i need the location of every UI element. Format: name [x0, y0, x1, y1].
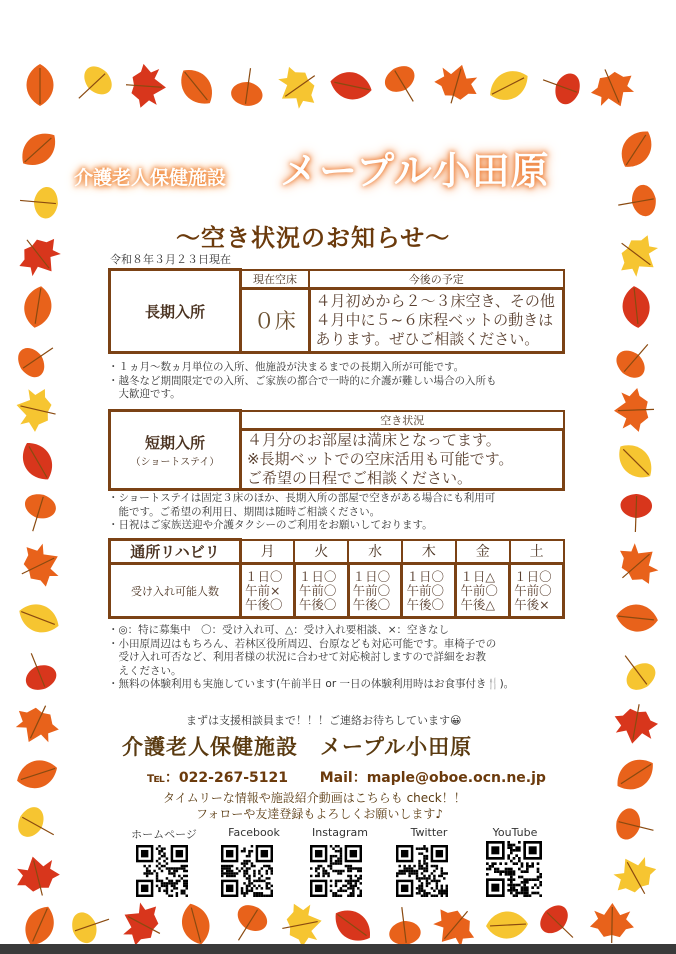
leaf-icon	[328, 902, 378, 949]
slot-cell-tue	[294, 564, 348, 618]
leaf-icon	[230, 66, 266, 108]
day-header: 月	[241, 540, 295, 564]
leaf-icon	[12, 384, 63, 436]
homepage-qr-icon[interactable]	[136, 845, 188, 897]
slot-afternoon: 午後〇	[406, 596, 444, 612]
long-term-plan	[309, 288, 564, 353]
leaf-icon	[68, 61, 117, 110]
note-line: ・小田原周辺はもちろん、若林区役所周辺、台原なども対応可能です。車椅子での	[108, 637, 497, 650]
telephone[interactable]: ℡：022-267-5121	[147, 770, 288, 786]
rehab-notes	[108, 624, 578, 692]
leaf-icon	[173, 62, 220, 112]
long-term-label: 長期入所	[110, 270, 241, 353]
leaf-icon	[606, 535, 667, 596]
facebook-label: Facebook	[228, 826, 280, 839]
leaf-icon	[17, 647, 60, 694]
slot-afternoon: 午後〇	[245, 596, 283, 612]
leaf-icon	[620, 285, 651, 330]
slot-morning: 午前〇	[460, 582, 498, 598]
leaf-icon	[11, 851, 64, 902]
instagram-qr-icon[interactable]	[310, 845, 362, 897]
leaf-icon	[611, 437, 660, 486]
facebook-qr-icon[interactable]	[221, 845, 273, 897]
leaf-icon	[611, 698, 662, 747]
short-term-label-cell	[110, 411, 241, 490]
facility-name-title: メープル小田原	[280, 149, 550, 193]
slot-full-day: １日△	[460, 568, 495, 584]
leaf-icon	[10, 537, 67, 595]
footer-facility-name: 介護老人保健施設 メープル小田原	[122, 735, 473, 759]
slot-afternoon: 午後△	[460, 596, 495, 612]
leaf-icon	[613, 387, 657, 432]
short-term-notes	[108, 492, 578, 533]
slot-cell-fri	[456, 564, 510, 618]
leaf-icon	[606, 848, 665, 906]
leaf-icon	[484, 64, 534, 107]
vacancy-count: ０床	[241, 288, 310, 353]
facility-type-title: 介護老人保健施設	[74, 167, 227, 189]
leaf-icon	[610, 752, 660, 798]
note-line: ・無料の体験利用も実施しています(午前半日 or 一日の体験利用時はお食事付き🍴)。	[108, 678, 515, 690]
note-line: 受け入れ可否など、利用者様の状況に合わせて対応検討しますので詳細をお教	[108, 651, 486, 663]
leaf-icon	[13, 335, 62, 382]
plan-line: ４月中に５~６床程ベットの動きは	[315, 310, 554, 329]
status-line: ※長期ベットでの空床活用も可能です。	[247, 449, 514, 468]
plan-line: ４月初めから２～３床空き、その他	[315, 291, 555, 310]
slot-full-day: １日〇	[514, 568, 552, 584]
plan-line: あります。ぜひご相談ください。	[315, 329, 540, 348]
short-term-status	[241, 429, 564, 489]
sns-info-1: タイムリーな情報や施設紹介動画はこちらも check！！	[163, 791, 466, 805]
slot-cell-wed	[348, 564, 402, 618]
day-rehab-table	[108, 538, 565, 619]
slot-morning: 午前〇	[352, 582, 391, 598]
leaf-icon	[225, 900, 272, 949]
slot-morning: 午前〇	[406, 582, 444, 598]
leaf-icon	[13, 803, 62, 849]
leaf-icon	[613, 646, 661, 695]
sns-info-2: フォローや友達登録もよろしくお願いします♪	[196, 807, 444, 821]
note-line: ・◎：特に募集中 〇：受け入れ可、△：受け入れ要相談、×：空きなし	[108, 624, 450, 636]
slot-afternoon: 午後×	[514, 596, 550, 612]
slot-full-day: １日〇	[245, 568, 283, 584]
leaf-icon	[123, 63, 168, 110]
slot-full-day: １日〇	[298, 568, 337, 584]
slot-cell-sat	[510, 564, 564, 618]
homepage-label: ホームページ	[131, 828, 197, 841]
slot-cell-thu	[402, 564, 456, 618]
twitter-label: Twitter	[410, 826, 448, 839]
leaf-icon	[269, 57, 329, 117]
leaf-icon	[615, 602, 660, 633]
leaf-icon	[68, 904, 114, 946]
email[interactable]: Mail：maple@oboe.ocn.ne.jp	[319, 770, 546, 786]
short-term-sublabel: （ショートステイ）	[130, 456, 220, 468]
bottom-bar	[0, 944, 676, 954]
leaf-icon	[616, 183, 659, 221]
leaf-icon	[18, 490, 59, 536]
status-line: ４月分のお部屋は満床となってます。	[247, 430, 501, 449]
note-line: えください。	[108, 664, 182, 677]
leaf-icon	[380, 61, 427, 110]
leaf-icon	[19, 185, 60, 220]
youtube-qr-icon[interactable]	[486, 841, 542, 897]
slot-afternoon: 午後〇	[352, 596, 391, 612]
day-header: 木	[402, 540, 456, 564]
instagram-label: Instagram	[312, 826, 368, 839]
youtube-label: YouTube	[492, 826, 538, 839]
leaf-icon	[27, 64, 54, 106]
slot-full-day: １日〇	[406, 568, 444, 584]
vacancy-heading: 〜空き状況のお知らせ〜	[176, 224, 451, 252]
note-line: 大歓迎です。	[108, 388, 181, 400]
leaf-icon	[14, 125, 63, 173]
day-header: 金	[456, 540, 510, 564]
status-line: ご希望の日程でご相談ください。	[247, 468, 473, 487]
day-header: 水	[348, 540, 402, 564]
leaf-icon	[611, 334, 660, 383]
vacancy-col-header: 現在空床	[241, 270, 310, 289]
note-line: ・ショートステイは固定３床のほか、長期入所の部屋で空きがある場合にも利用可	[108, 492, 496, 504]
leaf-icon	[429, 59, 483, 112]
status-col-header: 空き状況	[241, 411, 564, 430]
slot-morning: 午前〇	[514, 582, 552, 598]
leaf-icon	[613, 806, 657, 846]
short-term-label: 短期入所	[144, 433, 205, 452]
leaf-icon	[9, 695, 67, 752]
leaf-icon	[538, 65, 584, 108]
contact-line	[147, 767, 546, 787]
slot-afternoon: 午後〇	[298, 596, 337, 612]
leaf-icon	[607, 224, 667, 284]
leaf-icon	[21, 284, 54, 330]
leaf-icon	[535, 900, 584, 949]
capacity-row-label: 受け入れ可能人数	[110, 564, 241, 618]
leaf-icon	[485, 910, 528, 939]
slot-full-day: １日〇	[352, 568, 391, 584]
leaf-icon	[276, 899, 326, 950]
leaf-icon	[584, 59, 641, 115]
long-term-notes	[108, 361, 578, 402]
leaf-icon	[13, 755, 61, 794]
note-line: ・１ヵ月～数ヵ月単位の入所、他施設が決まるまでの長期入所が可能です。	[108, 361, 465, 373]
leaf-icon	[8, 225, 69, 285]
slot-morning: 午前〇	[298, 582, 337, 598]
leaf-icon	[590, 903, 635, 946]
report-date: 令和８年３月２３日現在	[110, 253, 231, 266]
twitter-qr-icon[interactable]	[396, 845, 448, 897]
leaf-icon	[14, 598, 63, 638]
day-header: 火	[294, 540, 348, 564]
short-term-table	[108, 409, 565, 491]
plan-col-header: 今後の予定	[309, 270, 564, 289]
note-line: 能です。ご希望の利用日、期間は随時ご相談ください。	[108, 505, 381, 518]
leaf-icon	[177, 900, 214, 948]
leaf-icon	[328, 68, 375, 103]
slot-cell-mon	[241, 564, 295, 618]
long-term-table	[108, 268, 565, 354]
day-rehab-label: 通所リハビリ	[110, 540, 241, 564]
call-to-action: まずは支援相談員まで！！！ご連絡お待ちしています😀	[186, 714, 462, 727]
leaf-icon	[386, 905, 422, 947]
note-line: ・日祝はご家族送迎や介護タクシーのご利用をお願いしております。	[108, 519, 433, 531]
slot-morning: 午前×	[245, 582, 281, 598]
note-line: ・越冬など期間限定での入所、ご家族の都合で一時的に介護が難しい場合の入所も	[108, 374, 497, 387]
leaf-icon	[620, 493, 653, 532]
day-header: 土	[510, 540, 564, 564]
leaf-icon	[15, 436, 59, 486]
leaf-icon	[614, 124, 660, 174]
